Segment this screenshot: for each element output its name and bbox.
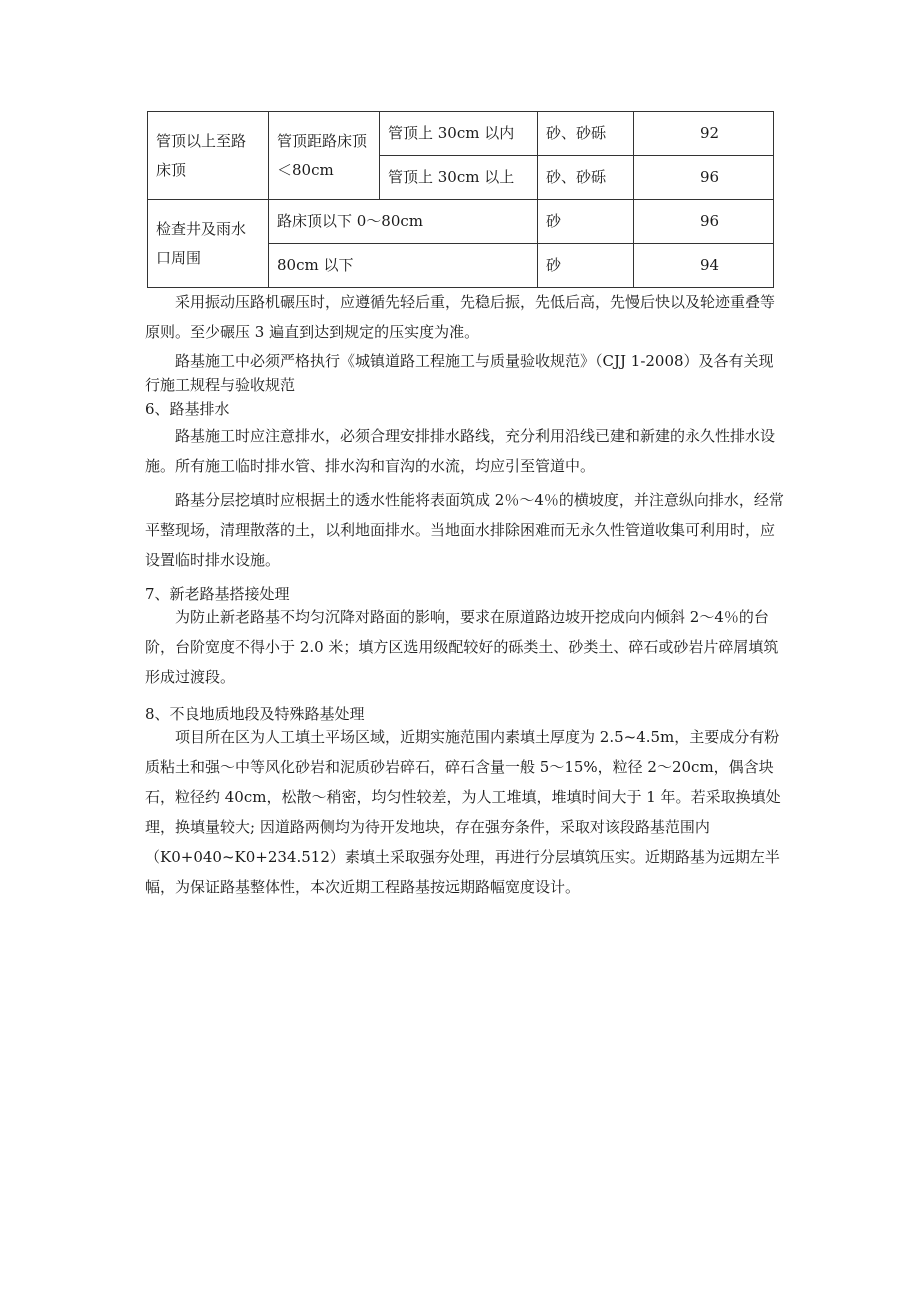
table-cell: 80cm 以下 — [269, 244, 538, 288]
paragraph-special-subgrade: 项目所在区为人工填土平场区域，近期实施范围内素填土厚度为 2.5~4.5m，主要成分有粉质粘土和强～中等风化砂岩和泥质砂岩碎石，碎石含量一般 5～15%，粒径 2～20cm，偶含块石，粒径约 40cm，松散～稍密，均匀性较差，为人工堆填，堆填时间大于 1 年。若采取换填处理，换填量较大; 因道路两侧均为待开发地块，存在强夯条件，采取对该段路基范围内（K0+040~K0+234.512）素填土采取强夯处理，再进行分层填筑压实。近期路基为远期左半幅，为保证路基整体性，本次近期工程路基按远期路幅宽度设计。 — [145, 728, 781, 896]
table-cell: 砂、砂砾 — [538, 156, 634, 200]
table-cell: 砂、砂砾 — [538, 112, 634, 156]
table-cell: 96 — [634, 156, 774, 200]
table-cell: 96 — [634, 200, 774, 244]
section-heading-7: 7、新老路基搭接处理 — [145, 585, 290, 603]
table-cell: 路床顶以下 0～80cm — [269, 200, 538, 244]
table-cell: 94 — [634, 244, 774, 288]
table-cell: 管顶以上至路床顶 — [148, 112, 269, 200]
table-cell: 砂 — [538, 244, 634, 288]
table-cell: 检查井及雨水口周围 — [148, 200, 269, 288]
table-cell: 管顶上 30cm 以上 — [380, 156, 538, 200]
table-cell: 管顶上 30cm 以内 — [380, 112, 538, 156]
table-cell: 管顶距路床顶＜80cm — [269, 112, 380, 200]
paragraph-drainage-1: 路基施工时应注意排水，必须合理安排排水路线，充分利用沿线已建和新建的永久性排水设施。所有施工临时排水管、排水沟和盲沟的水流，均应引至管道中。 — [145, 427, 776, 475]
compaction-table — [147, 111, 774, 288]
table-cell: 砂 — [538, 200, 634, 244]
paragraph-standards: 路基施工中必须严格执行《城镇道路工程施工与质量验收规范》（CJJ 1-2008）及各有关现行施工规程与验收规范 — [145, 352, 774, 394]
paragraph-drainage-2: 路基分层挖填时应根据土的透水性能将表面筑成 2％～4％的横坡度，并注意纵向排水，经常平整现场，清理散落的土，以利地面排水。当地面水排除困难而无永久性管道收集可利用时，应设置临时排水设施。 — [145, 491, 784, 569]
section-heading-8: 8、不良地质地段及特殊路基处理 — [145, 705, 365, 723]
table-row — [148, 112, 774, 156]
paragraph-subgrade-joint: 为防止新老路基不均匀沉降对路面的影响，要求在原道路边坡开挖成向内倾斜 2～4％的台阶，台阶宽度不得小于 2.0 米；填方区选用级配较好的砾类土、砂类土、碎石或砂岩片碎屑填筑形成过渡段。 — [145, 608, 779, 686]
table-cell: 92 — [634, 112, 774, 156]
table-row — [148, 200, 774, 244]
section-heading-6: 6、路基排水 — [145, 400, 230, 418]
paragraph-rolling: 采用振动压路机碾压时，应遵循先轻后重，先稳后振，先低后高，先慢后快以及轮迹重叠等原则。至少碾压 3 遍直到达到规定的压实度为准。 — [145, 293, 776, 341]
